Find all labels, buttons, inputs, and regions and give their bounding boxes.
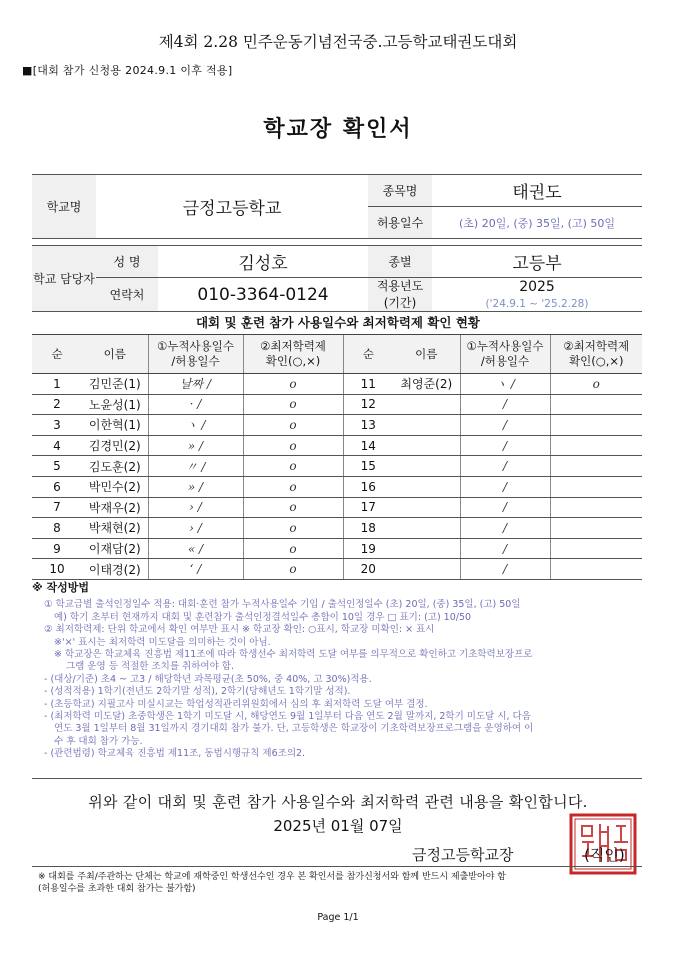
contact-label: 학교 담당자 bbox=[32, 246, 96, 312]
year-label: 적용년도 bbox=[376, 279, 424, 294]
row-no: 7 bbox=[32, 497, 82, 518]
grade-check: o bbox=[550, 374, 642, 395]
used-days: / bbox=[460, 456, 550, 477]
col-name: 이름 bbox=[82, 335, 148, 374]
instr-line: - (초등학교) 지필고사 미실시교는 학업성적관리위원회에서 심의 후 최저학력 도달 여부 결정. bbox=[44, 698, 428, 710]
row-no: 2 bbox=[32, 394, 82, 415]
school-info-table bbox=[32, 174, 642, 312]
footnote-line-2: (허용일수를 초과한 대회 참가는 불가함) bbox=[38, 884, 196, 894]
student-name: 김경민(2) bbox=[82, 435, 148, 456]
col-grade-right-b: 확인(○,×) bbox=[568, 354, 624, 368]
used-days: ヽ / bbox=[460, 374, 550, 395]
row-no: 18 bbox=[343, 518, 393, 539]
row-no: 9 bbox=[32, 538, 82, 559]
row-no: 13 bbox=[343, 415, 393, 436]
footnote bbox=[38, 871, 658, 895]
col-days bbox=[148, 335, 243, 374]
grade-check: o bbox=[243, 435, 343, 456]
student-name bbox=[393, 518, 460, 539]
instr-line: 수 후 대회 참가 가능. bbox=[54, 735, 143, 747]
divider bbox=[32, 866, 642, 867]
row-no: 20 bbox=[343, 559, 393, 580]
student-name: 최영준(2) bbox=[393, 374, 460, 395]
used-days: 〃 / bbox=[148, 456, 243, 477]
school-label: 학교명 bbox=[32, 175, 96, 239]
col-days-right-a: ①누적사용일수 bbox=[466, 339, 544, 354]
used-days: / bbox=[460, 538, 550, 559]
page-title: 학교장 확인서 bbox=[263, 117, 413, 142]
instr-line: ※'×' 표시는 최저학력 미도달을 의미하는 것이 아님. bbox=[54, 636, 271, 648]
table-row bbox=[32, 456, 642, 477]
year-label-cell bbox=[368, 278, 432, 312]
used-days: / bbox=[460, 415, 550, 436]
row-no: 5 bbox=[32, 456, 82, 477]
signature-date: 2025년 01월 07일 bbox=[273, 817, 403, 835]
row-no: 14 bbox=[343, 435, 393, 456]
event-label: 종목명 bbox=[368, 175, 432, 207]
grade-check bbox=[550, 476, 642, 497]
roster-body bbox=[32, 374, 642, 580]
grade-check: o bbox=[243, 415, 343, 436]
instr-line: - (관련법령) 학교체육 진흥법 제11조, 동법시행규칙 제6조의2. bbox=[44, 748, 306, 760]
row-no: 8 bbox=[32, 518, 82, 539]
row-no: 6 bbox=[32, 476, 82, 497]
apply-year: 2025 bbox=[519, 279, 555, 295]
applicability-note: ■[대회 참가 신청용 2024.9.1 이후 적용] bbox=[22, 64, 233, 77]
used-days: › / bbox=[148, 497, 243, 518]
table-row bbox=[32, 394, 642, 415]
table-row bbox=[32, 374, 642, 395]
col-days-right bbox=[460, 335, 550, 374]
student-name bbox=[393, 435, 460, 456]
seal-label: (직인) bbox=[584, 846, 625, 864]
instr-line: ① 학교급별 출석인정일수 적용: 대회·훈련 참가 누적사용일수 기입 / 출석인정일수 (초) 20일, (중) 35일, (고) 50일 bbox=[44, 599, 521, 611]
instr-line: 예) 학기 초부터 현재까지 대회 및 훈련참가 출석인정결석일수 총합이 10일 경우 □ 표기: (고) 10/50 bbox=[54, 611, 472, 623]
event-name: 태권도 bbox=[432, 175, 642, 207]
col-grade-b: 확인(○,×) bbox=[265, 354, 321, 368]
grade-check: o bbox=[243, 518, 343, 539]
grade-check bbox=[550, 497, 642, 518]
contact-name: 김성호 bbox=[158, 246, 368, 278]
col-days-b: /허용일수 bbox=[171, 354, 220, 368]
instr-line: 연도 3월 1일부터 8월 31일까지 경기대회 참가 불가. 단, 고등학생은 학교장이 기초학력보장프로그램을 운영하여 이 bbox=[54, 723, 534, 735]
table-row bbox=[32, 435, 642, 456]
used-days: ‘ / bbox=[148, 559, 243, 580]
table-row bbox=[32, 559, 642, 580]
contact-phone: 010-3364-0124 bbox=[158, 278, 368, 312]
student-name: 김민준(1) bbox=[82, 374, 148, 395]
instr-line: - (대상/기준) 초4 ~ 고3 / 해당학년 과목평균(초 50%, 중 40%, 고 30%)적용. bbox=[44, 673, 372, 685]
row-no: 16 bbox=[343, 476, 393, 497]
col-no-right: 순 bbox=[343, 335, 393, 374]
used-days: » / bbox=[148, 476, 243, 497]
table-row bbox=[32, 497, 642, 518]
page-number: Page 1/1 bbox=[317, 912, 359, 923]
row-no: 10 bbox=[32, 559, 82, 580]
days-label: 허용일수 bbox=[368, 207, 432, 239]
row-no: 3 bbox=[32, 415, 82, 436]
col-grade-a: ②최저학력제 bbox=[260, 339, 326, 354]
used-days: · / bbox=[148, 394, 243, 415]
grade-check bbox=[550, 456, 642, 477]
year-cell bbox=[432, 278, 642, 312]
grade-check bbox=[550, 518, 642, 539]
table-row bbox=[32, 518, 642, 539]
used-days: / bbox=[460, 394, 550, 415]
student-name bbox=[393, 538, 460, 559]
row-no: 19 bbox=[343, 538, 393, 559]
used-days: / bbox=[460, 497, 550, 518]
student-name: 박채현(2) bbox=[82, 518, 148, 539]
col-days-a: ①누적사용일수 bbox=[157, 339, 234, 354]
col-grade-right-a: ②최저학력제 bbox=[563, 339, 630, 354]
division: 고등부 bbox=[432, 246, 642, 278]
student-name: 이재담(2) bbox=[82, 538, 148, 559]
row-no: 12 bbox=[343, 394, 393, 415]
table-row bbox=[32, 415, 642, 436]
used-days: 날짜 / bbox=[148, 374, 243, 395]
principal-name: 금정고등학교장 bbox=[412, 846, 514, 864]
grade-check bbox=[550, 394, 642, 415]
table-row bbox=[32, 476, 642, 497]
used-days: / bbox=[460, 559, 550, 580]
student-name: 박재우(2) bbox=[82, 497, 148, 518]
phone-label: 연락처 bbox=[96, 278, 158, 312]
grade-check: o bbox=[243, 456, 343, 477]
division-label: 종별 bbox=[368, 246, 432, 278]
grade-check bbox=[550, 538, 642, 559]
instructions bbox=[32, 581, 644, 761]
grade-check: o bbox=[243, 394, 343, 415]
instr-line: - (최저학력 미도달) 초중학생은 1학기 미도달 시, 해당연도 9월 1일부터 다음 연도 2월 말까지, 2학기 미도달 시, 다음 bbox=[44, 711, 531, 723]
grade-check: o bbox=[243, 476, 343, 497]
student-name: 김도훈(2) bbox=[82, 456, 148, 477]
used-days: / bbox=[460, 435, 550, 456]
student-name: 노윤성(1) bbox=[82, 394, 148, 415]
instructions-heading: ※ 작성방법 bbox=[32, 581, 90, 594]
used-days: / bbox=[460, 518, 550, 539]
table-row bbox=[32, 538, 642, 559]
student-name bbox=[393, 476, 460, 497]
student-name: 박민수(2) bbox=[82, 476, 148, 497]
col-name-right: 이름 bbox=[393, 335, 460, 374]
row-no: 4 bbox=[32, 435, 82, 456]
col-grade bbox=[243, 335, 343, 374]
used-days: ヽ / bbox=[148, 415, 243, 436]
student-name: 이한혁(1) bbox=[82, 415, 148, 436]
grade-check bbox=[550, 415, 642, 436]
col-days-right-b: /허용일수 bbox=[480, 354, 530, 368]
instr-line: - (성적적용) 1학기(전년도 2학기말 성적), 2학기(당해년도 1학기말 성적). bbox=[44, 686, 351, 698]
footnote-line-1: ※ 대회를 주최/주관하는 단체는 학교에 재학중인 학생선수인 경우 본 확인서를 참가신청서와 함께 반드시 제출받아야 함 bbox=[38, 872, 506, 882]
name-label: 성 명 bbox=[96, 246, 158, 278]
grade-check: o bbox=[243, 538, 343, 559]
confirmation-statement: 위와 같이 대회 및 훈련 참가 사용일수와 최저학력 관련 내용을 확인합니다. bbox=[88, 793, 588, 811]
year-label-sub: (기간) bbox=[383, 295, 417, 310]
col-grade-right bbox=[550, 335, 642, 374]
instr-line: ※ 학교장은 학교체육 진흥법 제11조에 따라 학생선수 최저학력 도달 여부를 의무적으로 확인하고 기초학력보장프로 bbox=[54, 649, 533, 661]
row-no: 17 bbox=[343, 497, 393, 518]
roster-table bbox=[32, 334, 642, 580]
section-title: 대회 및 훈련 참가 사용일수와 최저학력제 확인 현황 bbox=[195, 315, 481, 330]
grade-check bbox=[550, 435, 642, 456]
instr-line: ② 최저학력제: 단위 학교에서 확인 여부만 표시 ※ 학교장 확인: ○표시, 학교장 미확인: × 표시 bbox=[44, 624, 435, 636]
used-days: » / bbox=[148, 435, 243, 456]
student-name: 이태경(2) bbox=[82, 559, 148, 580]
student-name bbox=[393, 497, 460, 518]
student-name bbox=[393, 559, 460, 580]
apply-period: ('24.9.1 ~ '25.2.28) bbox=[485, 297, 589, 310]
row-no: 1 bbox=[32, 374, 82, 395]
row-no: 11 bbox=[343, 374, 393, 395]
divider bbox=[32, 778, 642, 779]
student-name bbox=[393, 394, 460, 415]
used-days: / bbox=[460, 476, 550, 497]
school-name: 금정고등학교 bbox=[96, 175, 368, 239]
grade-check: o bbox=[243, 497, 343, 518]
grade-check: o bbox=[243, 374, 343, 395]
grade-check bbox=[550, 559, 642, 580]
grade-check: o bbox=[243, 559, 343, 580]
row-no: 15 bbox=[343, 456, 393, 477]
used-days: « / bbox=[148, 538, 243, 559]
student-name bbox=[393, 415, 460, 436]
col-no: 순 bbox=[32, 335, 82, 374]
student-name bbox=[393, 456, 460, 477]
document-header: 제4회 2.28 민주운동기념전국중.고등학교태권도대회 bbox=[158, 33, 518, 51]
used-days: › / bbox=[148, 518, 243, 539]
instr-line: 그램 운영 등 적절한 조치를 취하여야 함. bbox=[66, 661, 234, 673]
allowed-days: (초) 20일, (중) 35일, (고) 50일 bbox=[432, 207, 642, 239]
